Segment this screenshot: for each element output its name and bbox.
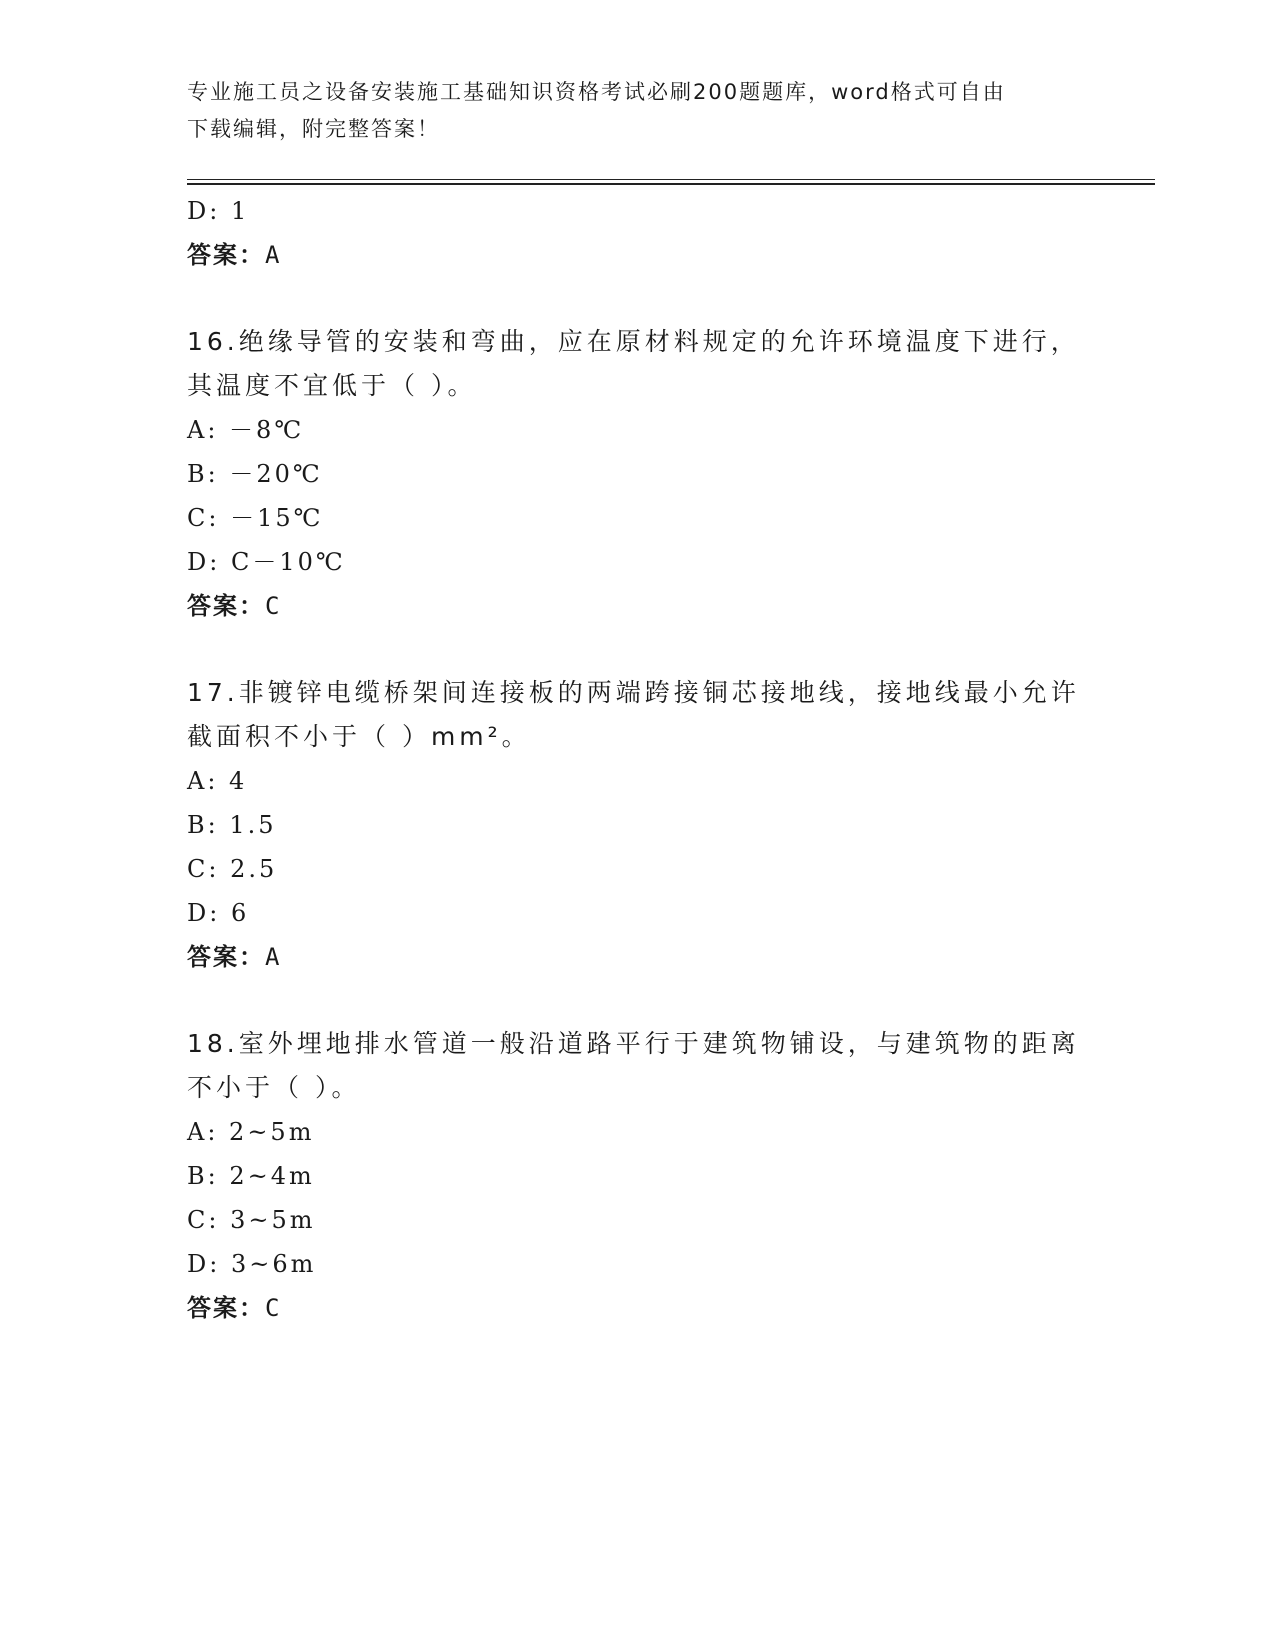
- answer-label: 答案：: [187, 1294, 265, 1322]
- question-16-stem-line-2: 其温度不宜低于（ ）。: [187, 371, 477, 400]
- document-header: [187, 74, 1087, 148]
- prev-answer: [187, 240, 281, 270]
- question-16-answer: [187, 591, 281, 621]
- answer-value: C: [265, 1294, 282, 1322]
- header-rule-thick: [187, 183, 1155, 185]
- question-18-stem-line-2: 不小于（ ）。: [187, 1073, 361, 1102]
- question-18-option-c: C: 3~5m: [187, 1206, 316, 1234]
- question-17-answer: [187, 942, 281, 972]
- question-17-option-d: D: 6: [187, 899, 250, 927]
- question-17-option-b: B: 1.5: [187, 811, 277, 839]
- question-16-stem-line-1: 16.绝缘导管的安装和弯曲，应在原材料规定的允许环境温度下进行，: [187, 327, 1080, 356]
- header-rule-thin: [187, 179, 1155, 180]
- answer-value: C: [265, 592, 282, 620]
- answer-label: 答案：: [187, 943, 265, 971]
- answer-label: 答案：: [187, 592, 265, 620]
- question-18-option-b: B: 2~4m: [187, 1162, 315, 1190]
- question-18-option-d: D: 3~6m: [187, 1250, 317, 1278]
- question-17-stem-line-2: 截面积不小于（ ）mm²。: [187, 722, 531, 751]
- question-16-option-c: C: －15℃: [187, 504, 324, 532]
- question-17-stem-line-1: 17.非镀锌电缆桥架间连接板的两端跨接铜芯接地线，接地线最小允许: [187, 678, 1080, 707]
- question-16-option-b: B: －20℃: [187, 460, 323, 488]
- question-17-option-c: C: 2.5: [187, 855, 278, 883]
- answer-label: 答案：: [187, 241, 265, 269]
- prev-option-d: D: 1: [187, 197, 250, 225]
- answer-value: A: [265, 241, 282, 269]
- question-18-option-a: A: 2~5m: [187, 1118, 315, 1146]
- question-18-answer: [187, 1293, 281, 1323]
- question-16-option-d: D: C－10℃: [187, 548, 346, 576]
- question-17-option-a: A: 4: [187, 767, 248, 795]
- header-line-1: 专业施工员之设备安装施工基础知识资格考试必刷200题题库，word格式可自由: [187, 80, 1006, 104]
- header-line-2: 下载编辑，附完整答案！: [187, 117, 440, 141]
- answer-value: A: [265, 943, 282, 971]
- question-16-option-a: A: －8℃: [187, 416, 305, 444]
- question-18-stem-line-1: 18.室外埋地排水管道一般沿道路平行于建筑物铺设，与建筑物的距离: [187, 1029, 1080, 1058]
